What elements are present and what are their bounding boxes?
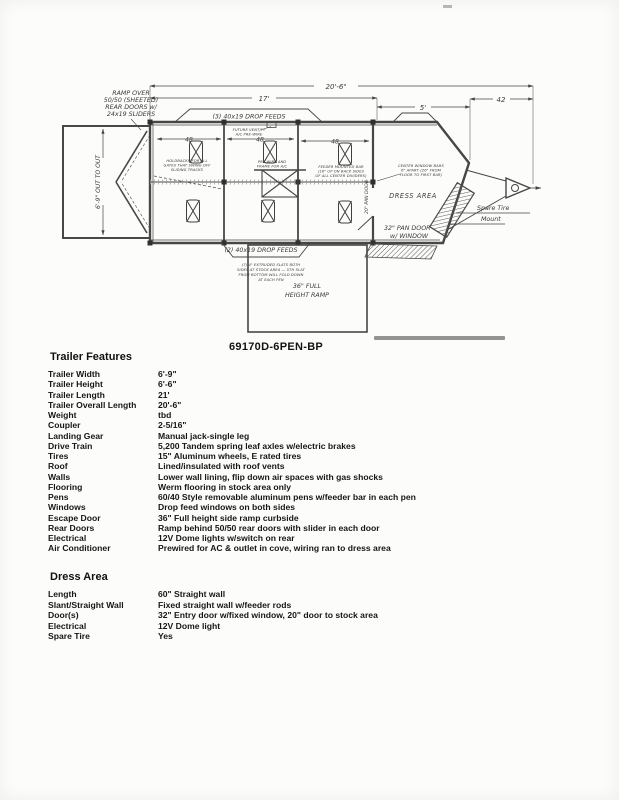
feature-label: Length [48,589,77,599]
slats-note: AT EACH PEN [258,278,284,282]
feature-value: 60/40 Style removable aluminum pens w/feeder bar in each pen [158,492,416,502]
feature-value: 60" Straight wall [158,589,226,599]
feature-label: Weight [48,410,77,420]
dim-pen3-width: 48 [331,138,339,146]
scan-artifact [374,336,505,340]
feature-value: 12V Dome light [158,620,221,631]
feature-row [48,379,416,389]
future-vent-note: FUTURE VENT/FT [232,128,266,132]
ramp-over-note: 50/50 (SHEETED) [103,97,159,104]
feature-label: Trailer Length [48,389,105,400]
feature-row [48,461,416,471]
dim-dress-length: 5' [419,104,427,112]
window-bars-note: FLOOR TO FIRST BAR) [399,173,443,177]
pan-door-32-label: w/ WINDOW [390,233,429,240]
feature-value: 12V Dome lights w/switch on rear [158,533,295,543]
dim-stock-length: 17' [258,95,270,103]
feature-label: Slant/Straight Wall [48,599,124,610]
feature-label: Windows [48,502,86,513]
feature-label: Spare Tire [48,631,90,641]
feature-value: Fixed straight wall w/feeder rods [158,599,292,610]
dim-nose-length: 42 [496,96,506,104]
feeder-bar-note: FEEDER MOUNTED BAR [318,165,364,169]
spare-tire-label: Mount [481,216,501,223]
dress-area-section [48,571,378,642]
slats-note: FROM BOTTOM WILL FOLD DOWN [238,273,304,277]
feature-label: Drive Train [48,440,93,451]
feature-row [48,441,416,451]
feature-label: Coupler [48,420,81,431]
rear-ramp-open [63,126,150,238]
feature-value: Yes [158,631,173,641]
ramp-over-note: RAMP OVER [112,90,150,97]
feature-row [48,621,378,632]
pan-door-32-label: 32" PAN DOOR [384,225,431,232]
feature-row [48,589,378,600]
ramp-over-note: REAR DOORS w/ [105,104,157,111]
dim-pen2-width: 48 [256,136,264,144]
entry-door-hatch [365,244,437,259]
feature-value: 32" Entry door w/fixed window, 20" door to stock area [158,610,378,620]
feature-value: 36" Full height side ramp curbside [158,512,299,523]
feature-label: Roof [48,461,68,472]
feature-row [48,513,416,523]
feature-value: Prewired for AC & outlet in cove, wiring ran to dress area [158,543,391,554]
feature-value: 5,200 Tandem spring leaf axles w/electric brakes [158,440,356,451]
feature-row [48,523,416,533]
ramp-over-note: 24x19 SLIDERS [106,111,156,118]
feature-label: Electrical [48,533,87,543]
future-vent-note: A/C PRE-WIRE [235,132,263,137]
dress-area-heading: Dress Area [50,571,108,583]
feature-value: tbd [158,410,172,420]
model-number-title: 69170D-6PEN-BP [229,341,324,353]
scan-artifact [443,5,452,8]
feature-label: Electrical [48,620,87,631]
feature-row [48,492,416,502]
top-feeds-label: (3) 40x19 DROP FEEDS [212,113,286,121]
trailer-features-heading: Trailer Features [50,351,132,363]
slats-note: (7) 4" EXTRUDED SLATS BOTH [241,263,301,267]
feature-label: Air Conditioner [48,543,111,554]
feature-row [48,410,416,420]
feature-value: Lower wall lining, flip down air spaces with gas shocks [158,471,383,482]
ac-prewire-note: PRE-WIRE AND [257,160,287,164]
dim-overall-length: 20'-6" [325,83,347,91]
feature-label: Trailer Overall Length [48,399,137,410]
feature-row [48,420,416,430]
feature-row [48,543,416,553]
window-bars-note: CENTER WINDOW BARS [398,164,444,168]
feature-row [48,533,416,543]
feature-value: 6'-9" [158,369,177,379]
trailer-features-section [48,351,416,554]
feeder-bar-note: OF ALL CENTER DIVIDERS) [315,174,367,178]
feature-row [48,610,378,621]
dim-trailer-width: 6'-9" OUT TO OUT [95,155,102,209]
pan-door-20-label: 20" PAN DOOR [365,180,370,214]
feature-row [48,600,378,611]
feature-label: Landing Gear [48,430,104,441]
feature-row [48,431,416,441]
feature-row [48,369,416,379]
feature-value: 2-5/16" [158,420,187,431]
ac-frame [254,170,306,197]
feature-value: Ramp behind 50/50 rear doors with slider in each door [158,522,380,533]
feeder-bar-note: (16" UP ON BACK SIDES [317,169,365,174]
feature-label: Walls [48,471,71,482]
feature-value: Werm flooring in stock area only [158,481,292,492]
feature-row [48,451,416,461]
feature-label: Flooring [48,481,83,492]
feature-label: Trailer Height [48,379,103,390]
window-bars-note: 6" APART (26" FROM [401,168,441,173]
dress-area-label: DRESS AREA [389,192,437,200]
feature-label: Pens [48,492,69,502]
feature-label: Tires [48,451,69,461]
feature-label: Door(s) [48,610,79,620]
feature-value: Lined/insulated with roof vents [158,461,285,472]
feature-label: Escape Door [48,512,101,523]
feature-row [48,631,378,642]
holdbacks-note: SLIDING TRACKS [170,168,204,172]
feature-value: 6'-6" [158,379,177,390]
feature-value: 15" Aluminum wheels, E rated tires [158,451,302,461]
slats-note: SIDES AT STOCK AREA — 5TH SLAT [237,268,305,272]
bottom-feeds-label: (2) 40x19 DROP FEEDS [224,247,298,254]
feature-row [48,482,416,492]
dim-pen1-width: 48 [185,136,193,144]
feature-row [48,400,416,410]
feature-value: 21' [158,389,170,400]
feature-label: Trailer Width [48,369,100,379]
side-ramp-label: 36" FULL [292,283,322,290]
feature-row [48,472,416,482]
holdbacks-note: GATES THAT SWING OFF [163,163,211,168]
holdbacks-note: HOLDBACKS FOR ALL [166,159,208,163]
feature-value: 20'-6" [158,399,182,410]
side-ramp-label: HEIGHT RAMP [285,292,329,299]
feature-row [48,502,416,512]
trailer-floorplan-diagram [0,0,619,345]
spare-tire-label: Spare Tire [477,205,510,212]
feature-value: Manual jack-single leg [158,430,250,441]
ac-prewire-note: FRAME FOR A/C [256,164,288,169]
feature-value: Drop feed windows on both sides [158,502,296,513]
feature-row [48,390,416,400]
feature-label: Rear Doors [48,522,95,533]
